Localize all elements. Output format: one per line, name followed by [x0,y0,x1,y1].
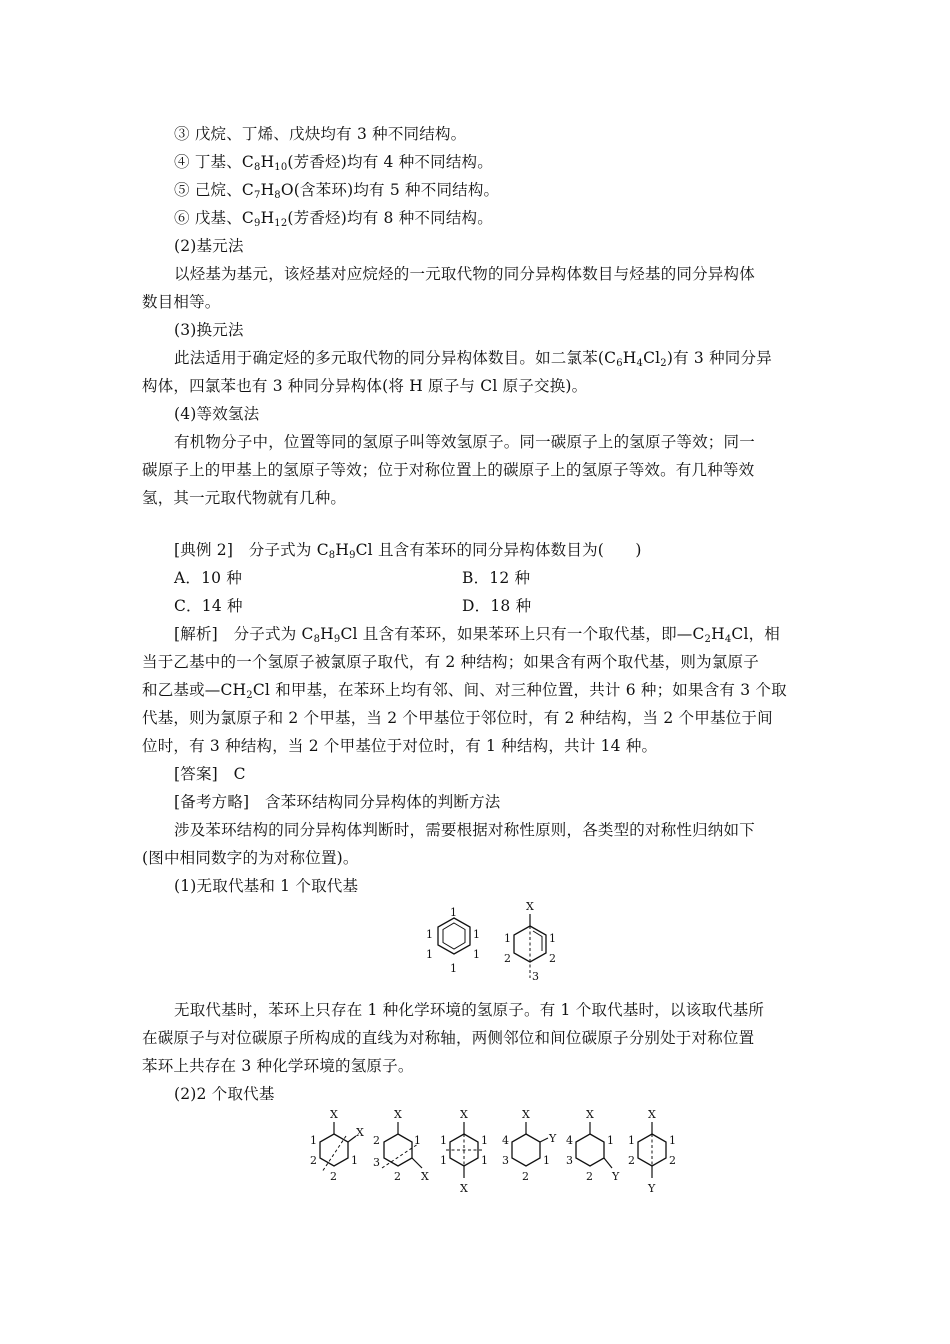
label-1: 1 [440,1154,447,1167]
substituent-x: X [421,1170,429,1183]
label-1: 1 [450,906,457,919]
benzene-ring-unsubstituted [426,906,480,975]
section-2-title: (2)2 个取代基 [174,1085,275,1103]
isomer-item-4: ④ 丁基、$C_8H_{10}$(芳香烃)均有 4 种不同结构。 [174,153,493,173]
section-1-title: (1)无取代基和 1 个取代基 [174,877,359,895]
option-c: C．14 种 [174,597,243,615]
label-1: 1 [607,1134,614,1147]
analysis-line-4: 代基，则为氯原子和 2 个甲基，当 2 个甲基位于邻位时，有 2 种结构，当 2 个甲基位于间 [142,709,773,727]
substituent-x: X [394,1108,402,1121]
section-1-desc-1: 无取代基时，苯环上只存在 1 种化学环境的氢原子。有 1 个取代基时，以该取代基所 [174,1001,765,1019]
substituent-x: X [460,1182,468,1195]
method-2-title: (2)基元法 [174,237,244,255]
label-1: 1 [426,928,433,941]
strategy-title: [备考方略] 含苯环结构同分异构体的判断方法 [174,793,501,811]
figure-two-substituents [300,1106,690,1202]
substituent-x: X [648,1108,656,1121]
label-2: 2 [522,1170,529,1183]
method-4-text-cont-1: 碳原子上的甲基上的氢原子等效；位于对称位置上的碳原子上的氢原子等效。有几种等效 [142,461,755,479]
label-1: 1 [481,1134,488,1147]
benzene-ring-para-xx [440,1108,488,1195]
label-1: 1 [473,928,480,941]
isomer-item-3: ③ 戊烷、丁烯、戊炔均有 3 种不同结构。 [174,125,467,143]
label-2: 2 [628,1154,635,1167]
label-1: 1 [450,962,457,975]
method-3-title: (3)换元法 [174,321,244,339]
benzene-ring-one-substituent [504,900,556,983]
method-4-title: (4)等效氢法 [174,405,260,423]
analysis-line-2: 当于乙基中的一个氢原子被氯原子取代，有 2 种结构；如果含有两个取代基，则为氯原子 [142,653,759,671]
label-1: 1 [414,1134,421,1147]
benzene-ring-meta-xy [566,1108,620,1183]
label-3: 3 [532,970,539,983]
strategy-text-cont: (图中相同数字的为对称位置)。 [142,849,359,867]
method-4-text-cont-2: 氢，其一元取代物就有几种。 [142,489,347,507]
method-3-text-cont: 构体，四氯苯也有 3 种同分异构体(将 H 原子与 Cl 原子交换)。 [142,377,588,395]
label-1: 1 [628,1134,635,1147]
analysis-line-1: [解析] 分子式为 $C_8H_9Cl$ 且含有苯环，如果苯环上只有一个取代基，即$—C_2H_4Cl$，相 [174,625,781,645]
label-1: 1 [426,948,433,961]
section-1-desc-3: 苯环上共存在 3 种化学环境的氢原子。 [142,1057,414,1075]
method-3-text: 此法适用于确定烃的多元取代物的同分异构体数目。如二氯苯$(C_6H_4Cl_2)$有 3 种同分异 [174,349,772,369]
analysis-line-5: 位时，有 3 种结构，当 2 个甲基位于对位时，有 1 种结构，共计 14 种。 [142,737,658,755]
label-1: 1 [481,1154,488,1167]
label-4: 4 [502,1134,509,1147]
method-2-text-cont: 数目相等。 [142,293,221,311]
example-question: [典例 2] 分子式为 $C_8H_9Cl$ 且含有苯环的同分异构体数目为( ) [174,541,642,561]
label-2: 2 [586,1170,593,1183]
label-1: 1 [440,1134,447,1147]
label-3: 3 [566,1154,573,1167]
label-1: 1 [351,1154,358,1167]
answer: [答案] C [174,765,246,783]
option-d: D．18 种 [462,597,532,615]
label-2: 2 [669,1154,676,1167]
label-1: 1 [669,1134,676,1147]
option-a: A．10 种 [174,569,243,587]
analysis-line-3: 和乙基或$—CH_2Cl$ 和甲基，在苯环上均有邻、间、对三种位置，共计 6 种；如果含有 3 个取 [142,681,787,701]
isomer-item-6: ⑥ 戊基、$C_9H_{12}$(芳香烃)均有 8 种不同结构。 [174,209,493,229]
benzene-ring-ortho-xy [502,1108,557,1183]
label-2: 2 [310,1154,317,1167]
label-2: 2 [549,952,556,965]
substituent-x: X [330,1108,338,1121]
substituent-x: X [356,1126,364,1139]
options-row-2 [174,596,844,616]
section-1-desc-2: 在碳原子与对位碳原子所构成的直线为对称轴，两侧邻位和间位碳原子分别处于对称位置 [142,1029,755,1047]
label-3: 3 [373,1156,380,1169]
substituent-y: Y [549,1132,557,1145]
label-4: 4 [566,1134,573,1147]
method-4-text: 有机物分子中，位置等同的氢原子叫等效氢原子。同一碳原子上的氢原子等效；同一 [174,433,755,451]
option-b: B．12 种 [462,569,531,587]
substituent-x: X [522,1108,530,1121]
benzene-ring-para-xy [628,1108,676,1195]
substituent-x: X [586,1108,594,1121]
benzene-ring-meta-xx [373,1108,429,1183]
figure-one-substituent [420,900,570,996]
strategy-text: 涉及苯环结构的同分异构体判断时，需要根据对称性原则，各类型的对称性归纳如下 [174,821,755,839]
substituent-y: Y [612,1170,620,1183]
label-1: 1 [504,932,511,945]
isomer-item-5: ⑤ 己烷、$C_7H_8O$(含苯环)均有 5 种不同结构。 [174,181,500,201]
method-2-text: 以烃基为基元，该烃基对应烷烃的一元取代物的同分异构体数目与烃基的同分异构体 [174,265,755,283]
options-row-1 [174,568,844,588]
label-1: 1 [310,1134,317,1147]
label-1: 1 [473,948,480,961]
label-2: 2 [394,1170,401,1183]
label-3: 3 [502,1154,509,1167]
benzene-ring-ortho-xx [310,1108,364,1183]
substituent-y: Y [648,1182,656,1195]
label-2: 2 [373,1134,380,1147]
label-2: 2 [504,952,511,965]
substituent-x: X [526,900,534,913]
substituent-x: X [460,1108,468,1121]
label-1: 1 [549,932,556,945]
label-1: 1 [543,1154,550,1167]
label-2: 2 [330,1170,337,1183]
